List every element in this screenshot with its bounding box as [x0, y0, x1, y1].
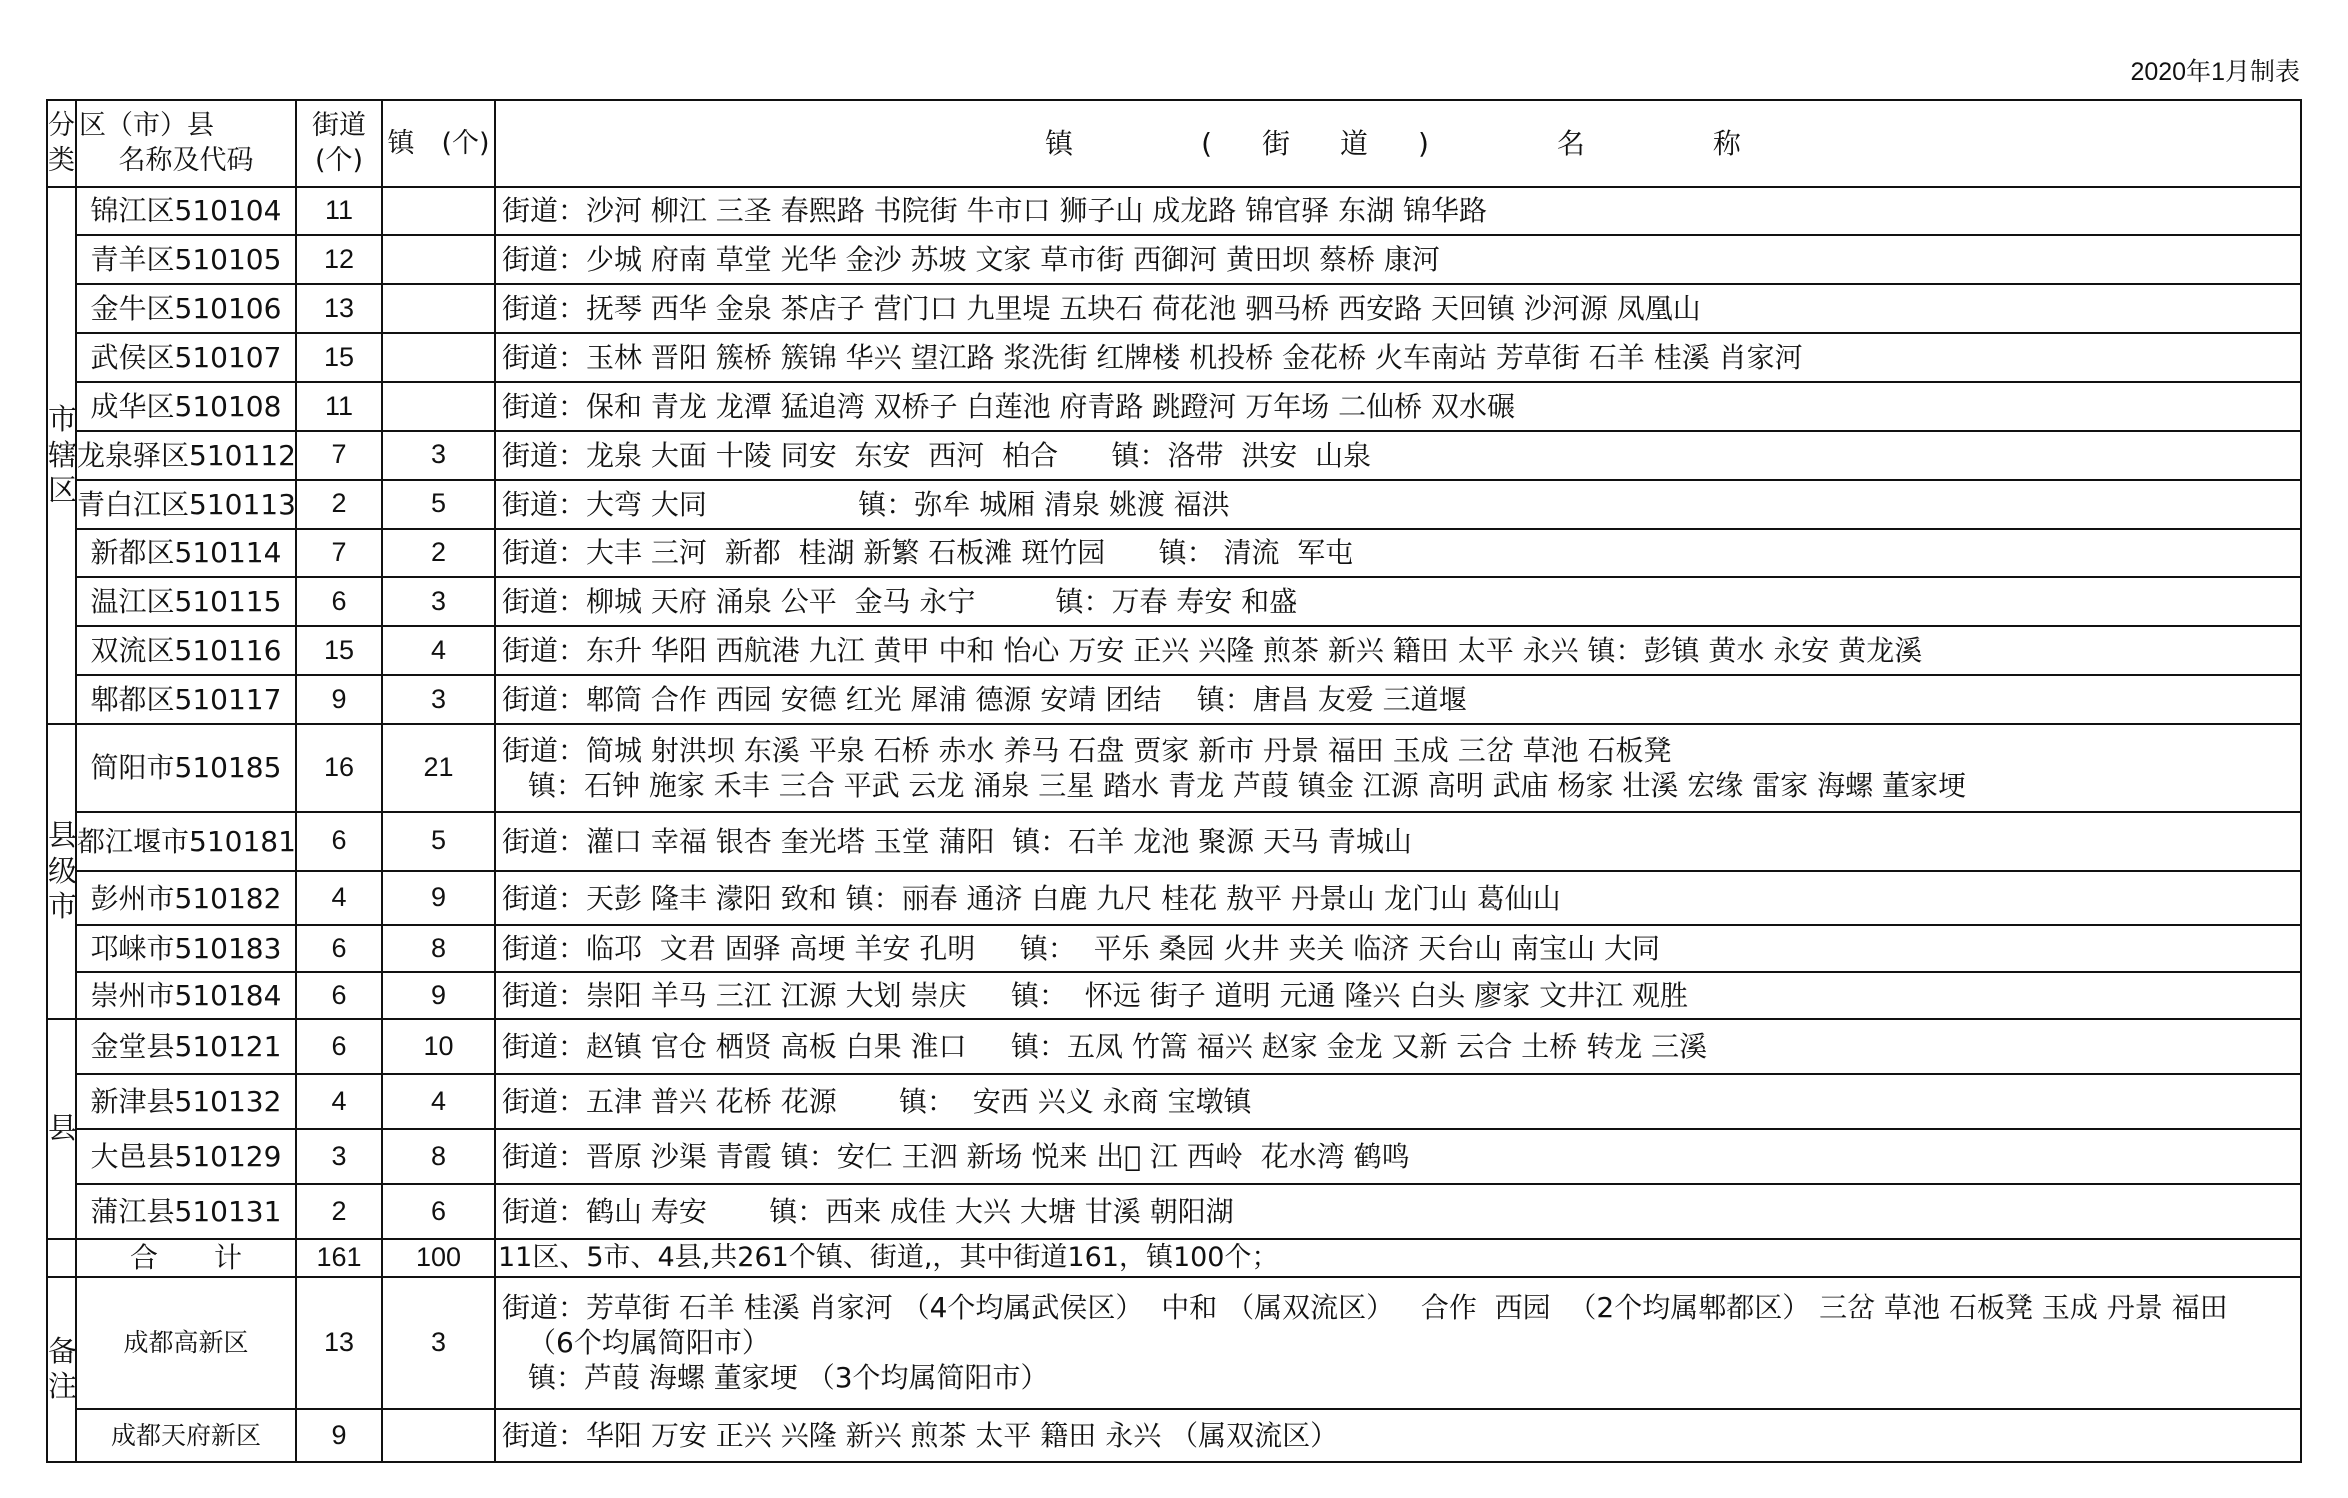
category-county-cities: 县 级 市 [47, 724, 76, 1019]
names-cell [495, 431, 2301, 480]
header-category: 分 类 [47, 100, 76, 187]
total-category-empty [47, 1239, 76, 1277]
names-cell [495, 529, 2301, 578]
area-name-code: 双流区510116 [76, 626, 296, 675]
street-count: 11 [296, 187, 382, 236]
total-row [47, 1239, 2301, 1277]
header-towns: 镇 (个) [382, 100, 495, 187]
area-name-code: 青白江区510113 [76, 480, 296, 529]
town-count: 10 [382, 1019, 495, 1074]
town-count: 3 [382, 431, 495, 480]
street-count: 7 [296, 529, 382, 578]
names-line: 镇：芦葭 海螺 董家埂 （3个均属简阳市） [528, 1361, 1049, 1395]
town-count [382, 235, 495, 284]
header-names: 镇 (街道) 名 称 [495, 100, 2301, 187]
street-count: 7 [296, 431, 382, 480]
town-count: 9 [382, 972, 495, 1019]
names-cell [495, 812, 2301, 871]
names-cell [495, 925, 2301, 972]
names-line: 街道：华阳 万安 正兴 兴隆 新兴 煎茶 太平 籍田 永兴 （属双流区） [502, 1418, 1339, 1452]
category-city-districts: 市 辖 区 [47, 187, 76, 724]
table-row [47, 675, 2301, 724]
table-row [47, 431, 2301, 480]
remark-town-count: 3 [382, 1277, 495, 1409]
area-name-code: 龙泉驿区510112 [76, 431, 296, 480]
remark-names-cell [495, 1277, 2301, 1409]
remark-area-name: 成都天府新区 [76, 1409, 296, 1462]
street-count: 6 [296, 577, 382, 626]
names-line: 街道：晋原 沙渠 青霞 镇：安仁 王泗 新场 悦来 出𨐋 江 西岭 花水湾 鹤鸣 [502, 1139, 1410, 1173]
town-count: 4 [382, 626, 495, 675]
names-cell [495, 187, 2301, 236]
table-row [47, 812, 2301, 871]
names-line: 街道：少城 府南 草堂 光华 金沙 苏坡 文家 草市街 西御河 黄田坝 蔡桥 康河 [502, 243, 1440, 277]
street-count: 11 [296, 382, 382, 431]
names-cell [495, 1019, 2301, 1074]
total-town-count: 100 [382, 1239, 495, 1277]
names-line: 街道：五津 普兴 花桥 花源 镇： 安西 兴义 永商 宝墩镇 [502, 1085, 1252, 1119]
area-name-code: 邛崃市510183 [76, 925, 296, 972]
area-name-code: 崇州市510184 [76, 972, 296, 1019]
area-name-code: 锦江区510104 [76, 187, 296, 236]
table-row [47, 1074, 2301, 1129]
names-line: 街道：灌口 幸福 银杏 奎光塔 玉堂 蒲阳 镇：石羊 龙池 聚源 天马 青城山 [502, 824, 1412, 858]
names-line: 镇：石钟 施家 禾丰 三合 平武 云龙 涌泉 三星 踏水 青龙 芦葭 镇金 江源 高明 武庙 杨家 壮溪 宏缘 雷家 海螺 董家埂 [528, 768, 1967, 802]
names-cell [495, 284, 2301, 333]
street-count: 4 [296, 1074, 382, 1129]
names-cell [495, 1074, 2301, 1129]
names-line: 街道：赵镇 官仓 栖贤 高板 白果 淮口 镇：五凤 竹篙 福兴 赵家 金龙 又新 云合 土桥 转龙 三溪 [502, 1030, 1708, 1064]
names-cell [495, 382, 2301, 431]
total-street-count: 161 [296, 1239, 382, 1277]
names-line: 街道：东升 华阳 西航港 九江 黄甲 中和 怡心 万安 正兴 兴隆 煎茶 新兴 籍田 太平 永兴 镇：彭镇 黄水 永安 黄龙溪 [502, 634, 1923, 668]
street-count: 12 [296, 235, 382, 284]
street-count: 6 [296, 972, 382, 1019]
table-row [47, 925, 2301, 972]
category-remarks: 备 注 [47, 1277, 76, 1462]
table-row [47, 724, 2301, 812]
names-line: 街道：郫筒 合作 西园 安德 红光 犀浦 德源 安靖 团结 镇：唐昌 友爱 三道堰 [502, 683, 1467, 717]
street-count: 3 [296, 1129, 382, 1184]
town-count [382, 382, 495, 431]
names-cell [495, 675, 2301, 724]
area-name-code: 金牛区510106 [76, 284, 296, 333]
header-row [47, 100, 2301, 187]
table-row [47, 1129, 2301, 1184]
names-cell [495, 972, 2301, 1019]
names-line: 街道：天彭 隆丰 濛阳 致和 镇：丽春 通济 白鹿 九尺 桂花 敖平 丹景山 龙门山 葛仙山 [502, 881, 1561, 915]
table-date-note: 2020年1月制表 [2130, 58, 2300, 86]
table-row [47, 284, 2301, 333]
table-row [47, 972, 2301, 1019]
town-count: 8 [382, 925, 495, 972]
names-line: 街道：简城 射洪坝 东溪 平泉 石桥 赤水 养马 石盘 贾家 新市 丹景 福田 玉成 三岔 草池 石板凳 [502, 733, 1672, 767]
street-count: 15 [296, 333, 382, 382]
town-count: 4 [382, 1074, 495, 1129]
remark-names-cell [495, 1409, 2301, 1462]
area-name-code: 简阳市510185 [76, 724, 296, 812]
table-row [47, 480, 2301, 529]
table-row [47, 626, 2301, 675]
town-count: 6 [382, 1184, 495, 1239]
area-name-code: 金堂县510121 [76, 1019, 296, 1074]
header-area-line2: 名称及代码 [118, 145, 254, 177]
names-line: 街道：沙河 柳江 三圣 春熙路 书院街 牛市口 狮子山 成龙路 锦官驿 东湖 锦华路 [502, 194, 1488, 228]
area-name-code: 新都区510114 [76, 529, 296, 578]
area-name-code: 青羊区510105 [76, 235, 296, 284]
street-count: 13 [296, 284, 382, 333]
remark-town-count [382, 1409, 495, 1462]
area-name-code: 武侯区510107 [76, 333, 296, 382]
town-count: 9 [382, 871, 495, 926]
names-line: 街道：崇阳 羊马 三江 江源 大划 崇庆 镇： 怀远 街子 道明 元通 隆兴 白头 廖家 文井江 观胜 [502, 979, 1689, 1013]
table-row [47, 187, 2301, 236]
area-name-code: 都江堰市510181 [76, 812, 296, 871]
street-count: 9 [296, 675, 382, 724]
town-count: 5 [382, 812, 495, 871]
table-row [47, 577, 2301, 626]
header-streets-line1: 街道 [312, 110, 366, 142]
names-line: 街道：大丰 三河 新都 桂湖 新繁 石板滩 斑竹园 镇： 清流 军屯 [502, 536, 1354, 570]
names-cell [495, 235, 2301, 284]
street-count: 6 [296, 1019, 382, 1074]
names-cell [495, 1129, 2301, 1184]
town-count [382, 333, 495, 382]
town-count: 5 [382, 480, 495, 529]
names-line: 街道：玉林 晋阳 簇桥 簇锦 华兴 望江路 浆洗街 红牌楼 机投桥 金花桥 火车南站 芳草街 石羊 桂溪 肖家河 [502, 341, 1803, 375]
remark-street-count: 9 [296, 1409, 382, 1462]
street-count: 6 [296, 925, 382, 972]
header-area [76, 100, 296, 187]
table-row [47, 529, 2301, 578]
table-row [47, 1184, 2301, 1239]
names-line: （6个均属简阳市） [528, 1326, 770, 1360]
names-line: 街道：龙泉 大面 十陵 同安 东安 西河 柏合 镇：洛带 洪安 山泉 [502, 438, 1372, 472]
names-cell [495, 480, 2301, 529]
area-name-code: 蒲江县510131 [76, 1184, 296, 1239]
town-count: 8 [382, 1129, 495, 1184]
names-cell [495, 333, 2301, 382]
street-count: 4 [296, 871, 382, 926]
table-row [47, 382, 2301, 431]
names-cell [495, 871, 2301, 926]
town-count: 3 [382, 577, 495, 626]
area-name-code: 温江区510115 [76, 577, 296, 626]
remark-street-count: 13 [296, 1277, 382, 1409]
header-streets [296, 100, 382, 187]
header-streets-line2: (个) [314, 145, 364, 177]
town-count: 21 [382, 724, 495, 812]
table-row [47, 235, 2301, 284]
street-count: 2 [296, 480, 382, 529]
names-line: 街道：抚琴 西华 金泉 茶店子 营门口 九里堤 五块石 荷花池 驷马桥 西安路 天回镇 沙河源 凤凰山 [502, 292, 1701, 326]
remark-area-name: 成都高新区 [76, 1277, 296, 1409]
names-line: 街道：临邛 文君 固驿 高埂 羊安 孔明 镇： 平乐 桑园 火井 夹关 临济 天台山 南宝山 大同 [502, 932, 1661, 966]
street-count: 15 [296, 626, 382, 675]
total-label: 合 计 [76, 1239, 296, 1277]
town-count [382, 284, 495, 333]
town-count: 3 [382, 675, 495, 724]
table-row [47, 871, 2301, 926]
street-count: 16 [296, 724, 382, 812]
category-counties: 县 [47, 1019, 76, 1239]
district-table [46, 99, 2302, 1463]
names-cell [495, 724, 2301, 812]
total-summary: 11区、5市、4县,共261个镇、街道,，其中街道161，镇100个； [495, 1239, 2301, 1277]
street-count: 6 [296, 812, 382, 871]
street-count: 2 [296, 1184, 382, 1239]
names-line: 街道：柳城 天府 涌泉 公平 金马 永宁 镇：万春 寿安 和盛 [502, 585, 1298, 619]
town-count: 2 [382, 529, 495, 578]
header-area-line1: 区（市）县 [79, 110, 214, 142]
area-name-code: 彭州市510182 [76, 871, 296, 926]
names-line: 街道：保和 青龙 龙潭 猛追湾 双桥子 白莲池 府青路 跳蹬河 万年场 二仙桥 双水碾 [502, 389, 1516, 423]
area-name-code: 新津县510132 [76, 1074, 296, 1129]
area-name-code: 郫都区510117 [76, 675, 296, 724]
town-count [382, 187, 495, 236]
names-line: 街道：大弯 大同 镇：弥牟 城厢 清泉 姚渡 福洪 [502, 487, 1230, 521]
table-row [47, 1019, 2301, 1074]
remark-row [47, 1277, 2301, 1409]
area-name-code: 成华区510108 [76, 382, 296, 431]
names-cell [495, 626, 2301, 675]
table-row [47, 333, 2301, 382]
area-name-code: 大邑县510129 [76, 1129, 296, 1184]
names-cell [495, 1184, 2301, 1239]
remark-row [47, 1409, 2301, 1462]
names-cell [495, 577, 2301, 626]
names-line: 街道：鹤山 寿安 镇：西来 成佳 大兴 大塘 甘溪 朝阳湖 [502, 1194, 1234, 1228]
names-line: 街道：芳草街 石羊 桂溪 肖家河 （4个均属武侯区） 中和 （属双流区） 合作 西园 （2个均属郫都区） 三岔 草池 石板凳 玉成 丹景 福田 [502, 1291, 2228, 1325]
